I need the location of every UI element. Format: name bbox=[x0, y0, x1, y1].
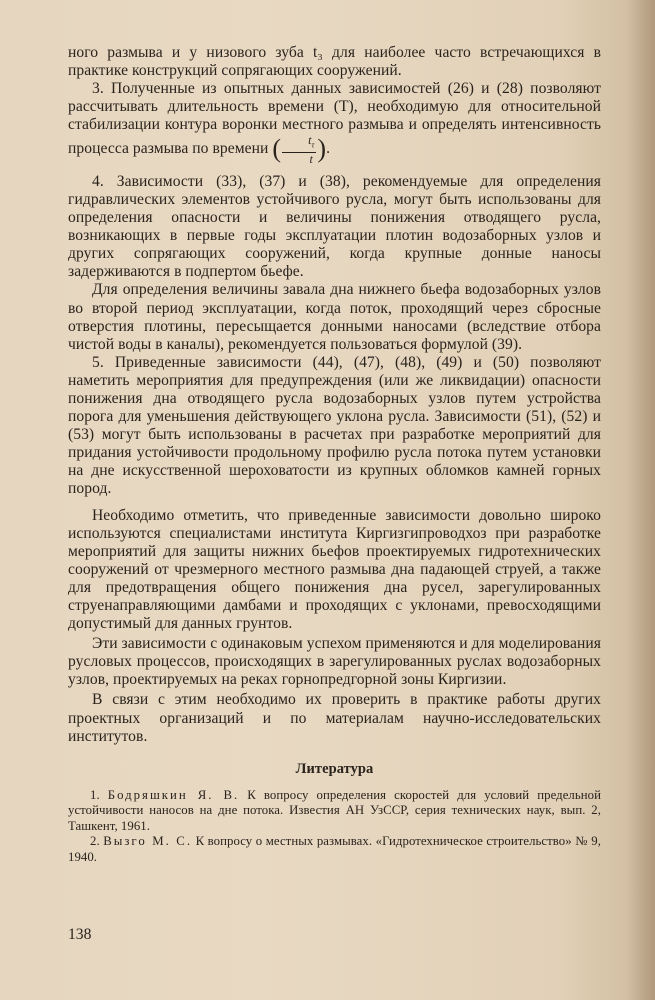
paragraph-2-text: 3. Полученные из опытных данных зависимостей (26) и (28) позволяют рассчитывать длительность времени (T), необходимую для относительной стабилизации контура воронки местного размыва и определять интенсивность процесса размыва по времени bbox=[68, 80, 601, 158]
references-title: Литература bbox=[295, 760, 374, 777]
reference-author: Бодряшкин Я. В. bbox=[107, 787, 240, 802]
body-text bbox=[68, 44, 601, 865]
page-edge-shadow bbox=[627, 0, 655, 1000]
paragraph-4: Для определения величины завала дна нижнего бьефа водозаборных узлов во второй период эксплуатации, когда поток, проходящий через сбросные отверстия плотины, пересыщается донными наносами (вследствие отбора чистой воды в каналы), рекомендуется пользоваться формулой (39). bbox=[68, 281, 601, 353]
references-list bbox=[68, 788, 601, 866]
paragraph-7: Эти зависимости с одинаковым успехом применяются и для моделирования русловых процессов, происходящих в зарегулированных руслах водозаборных узлов, проектируемых на реках горнопредгорной зоны Киргизии. bbox=[68, 635, 601, 689]
fraction-denominator: t bbox=[309, 151, 313, 166]
paragraph-8: В связи с этим необходимо их проверить в практике работы других проектных организаций и по материалам научно-исследовательских институтов. bbox=[68, 691, 601, 745]
reference-item: 2. Вызго М. С. К вопросу о местных размывах. «Гидротехническое строительство» № 9, 1940. bbox=[68, 834, 601, 864]
reference-item: 1. Бодряшкин Я. В. К вопросу определения скоростей для условий предельной устойчивости наносов на дне потока. Известия АН УзССР, серия технических наук, вып. 2, Ташкент, 1961. bbox=[68, 787, 601, 833]
reference-author: Вызго М. С. bbox=[103, 834, 193, 849]
paragraph-2: 3. Полученные из опытных данных зависимостей (26) и (28) позволяют рассчитывать длительность времени (T), необходимую для относительной стабилизации контура воронки местного размыва и определять интенсивность процесса размыва по времени ( $\frac{t_\tau}{t}$ ). bbox=[68, 80, 601, 166]
paragraph-6: Необходимо отметить, что приведенные зависимости довольно широко используются специалистами института Киргизгипроводхоз при разработке мероприятий для защиты нижних бьефов проектируемых гидротехнических сооружений от чрезмерного местного размыва дна падающей струей, а также для предотвращения общего понижения дна русел, зарегулированных струенаправляющими дамбами и проходящих с уклонами, превосходящими допустимый для данных грунтов. bbox=[68, 506, 601, 633]
paragraph-1: ного размыва и у низового зуба t₃ для наиболее часто встречающихся в практике конструкций сопрягающих сооружений. bbox=[68, 44, 601, 80]
paragraph-5: 5. Приведенные зависимости (44), (47), (48), (49) и (50) позволяют наметить мероприятия для предупреждения (или же ликвидации) опасности понижения дна отводящего русла водозаборных узлов путем устройства порога для уменьшения действующего уклона русла. Зависимости (51), (52) и (53) могут быть использованы в расчетах при разработке мероприятий для придания устойчивости продольному профилю русла потока путем установки на дне искусственной шероховатости из крупных обломков камней горных пород. bbox=[68, 353, 601, 498]
paragraph-3: 4. Зависимости (33), (37) и (38), рекомендуемые для определения гидравлических элементов устойчивого русла, могут быть использованы для определения опасности и величины понижения отводящего русла, возникающих в первые годы эксплуатации плотин водозаборных узлов и других сопрягающих сооружений, когда крупные донные наносы задерживаются в подпертом бьефе. bbox=[68, 172, 601, 281]
page-number: 138 bbox=[68, 926, 92, 943]
fraction-numerator: $t_\tau$ bbox=[282, 134, 316, 152]
time-ratio-fraction bbox=[282, 134, 316, 164]
reference-text: К вопросу определения скоростей для условий предельной устойчивости наносов на дне потока. Известия АН УзССР, серия технических наук, вып. 2, Ташкент, 1961. bbox=[68, 787, 601, 833]
reference-text: К вопросу о местных размывах. «Гидротехническое строительство» № 9, 1940. bbox=[68, 834, 601, 864]
